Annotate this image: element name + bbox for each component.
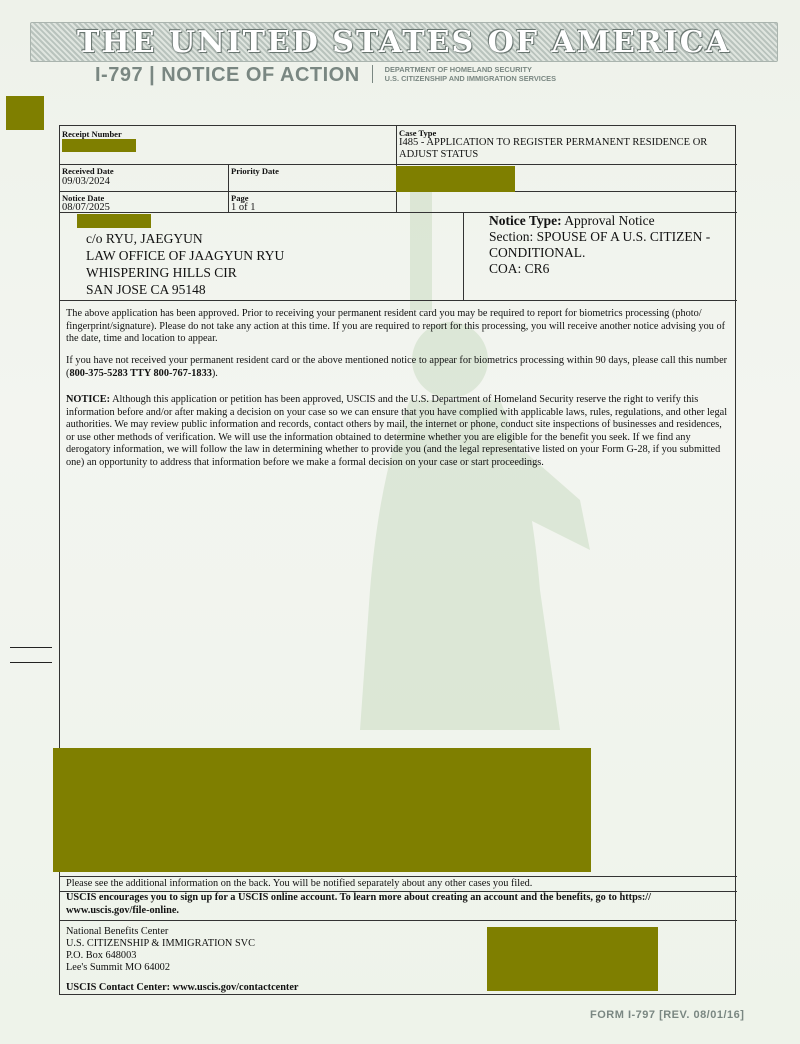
receipt-number-redaction [62,139,136,152]
form-title: I-797 | NOTICE OF ACTION [95,64,360,86]
section-line-1: Section: SPOUSE OF A U.S. CITIZEN - [489,229,711,244]
receipt-number-label: Receipt Number [62,129,122,139]
body-paragraph-2: If you have not received your permanent resident card or the above mentioned notice to appear for biometrics processing within 90 days, please call this number (800-375-5283 TTY 800-767-1833). [66,355,728,379]
case-type-line-1: I485 - APPLICATION TO REGISTER PERMANENT RESIDENCE OR [399,137,708,148]
notice-label: NOTICE: [66,394,111,405]
row-divider [60,876,737,877]
notice-date: 08/07/2025 [62,202,110,213]
redaction-block [6,96,44,130]
address-line-3: WHISPERING HILLS CIR [86,265,237,280]
notice-date-label: Notice Date [62,193,105,203]
body-paragraph-3: NOTICE: Although this application or petition has been approved, USCIS and the U.S. Department of Homeland Security reserve the right to verify this information before and/or after making a decision on your case so we can ensure that you have complied with applicable laws, rules, regulations, and other legal authorities. We may review public information and records, contact others by mail, the internet or phone, conduct site inspections of businesses and residences, or use other methods of verification. We will use the information obtained to determine whether you are eligible for the benefit you seek. If we find any derogatory information, we will follow the law in determining whether to provide you (and the legal representative listed on your Form G-28, if you submitted one) an opportunity to address that information before we make a formal decision on your case or start proceedings. [66,394,728,468]
row-divider [60,164,737,165]
case-type-line-2: ADJUST STATUS [399,149,479,160]
online-account-line-1: USCIS encourages you to sign up for a USCIS online account. To learn more about creating an account and the benefits, go to https:// [66,892,651,903]
section-line-2: CONDITIONAL. [489,245,586,260]
address-line-2: LAW OFFICE OF JAAGYUN RYU [86,248,285,263]
header-divider [372,65,373,83]
received-date: 09/03/2024 [62,176,110,187]
page-value: 1 of 1 [231,202,256,213]
beneficiary-redaction [396,166,515,192]
row-divider [60,920,737,921]
margin-mark [10,647,52,648]
notice-type-label: Notice Type: [489,213,562,228]
column-divider [463,212,464,300]
priority-date-label: Priority Date [231,166,279,176]
notice-type-value: Approval Notice [564,213,655,228]
office-line-3: P.O. Box 648003 [66,950,137,961]
large-redaction [53,748,591,872]
notice-form [59,125,736,995]
body-paragraph-1: The above application has been approved. Prior to receiving your permanent resident card you may be required to report for biometrics processing (photo/ fingerprint/signature). Please do not take any action at this time. If you are required to report for this processing, you will receive another notice advising you of the date, time and location to appear. [66,308,726,345]
department-line-1: DEPARTMENT OF HOMELAND SECURITY [384,65,532,74]
office-line-1: National Benefits Center [66,926,169,937]
barcode-redaction [487,927,658,991]
address-line-4: SAN JOSE CA 95148 [86,282,206,297]
notice-type-block [489,213,710,277]
column-divider [228,164,229,212]
form-number: FORM I-797 [REV. 08/01/16] [590,1009,745,1021]
case-type-label: Case Type [399,128,437,138]
received-date-label: Received Date [62,166,114,176]
page-label: Page [231,193,249,203]
margin-mark [10,662,52,663]
banner [30,22,778,62]
contact-phone: 800-375-5283 TTY 800-767-1833 [69,367,212,379]
department-name [385,66,556,83]
office-line-2: U.S. CITIZENSHIP & IMMIGRATION SVC [66,938,255,949]
row-divider [60,300,737,301]
contact-center: USCIS Contact Center: www.uscis.gov/contactcenter [66,982,299,993]
form-header [95,64,556,90]
banner-title: THE UNITED STATES OF AMERICA [77,25,731,60]
department-line-2: U.S. CITIZENSHIP AND IMMIGRATION SERVICES [384,73,557,83]
online-account-line-2: www.uscis.gov/file-online. [66,905,179,916]
office-line-4: Lee's Summit MO 64002 [66,962,170,973]
address-line-1: c/o RYU, JAEGYUN [86,231,203,246]
additional-info: Please see the additional information on the back. You will be notified separately about any other cases you filed. [66,878,533,889]
coa: COA: CR6 [489,261,550,276]
mailing-address [86,230,284,298]
addressee-redaction [77,214,151,228]
